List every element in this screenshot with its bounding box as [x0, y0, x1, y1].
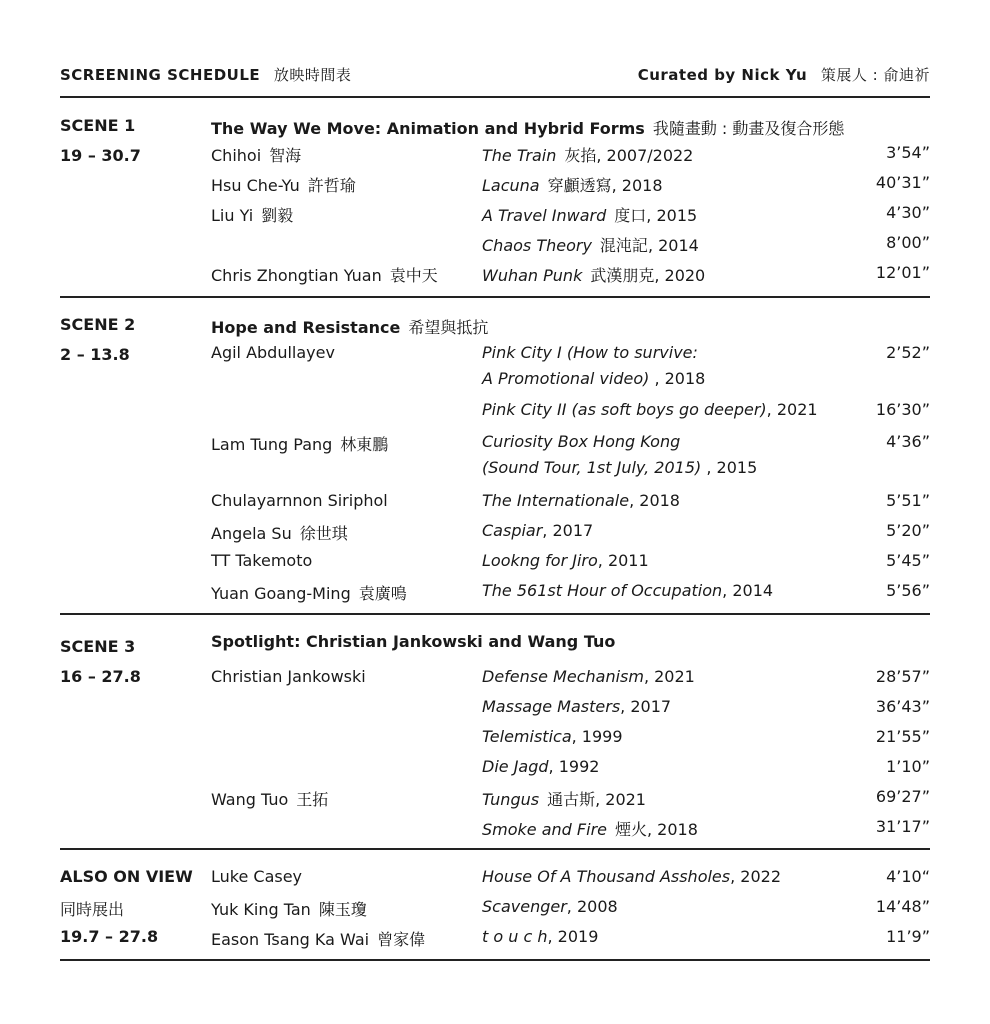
scene-1-title [211, 116, 844, 139]
artist: Hsu Che-Yu 許哲瑜 [211, 176, 356, 195]
artist: Chris Zhongtian Yuan 袁中天 [211, 266, 438, 285]
artist: Luke Casey [211, 867, 303, 886]
work-title: Defense Mechanism, 2021 [482, 667, 695, 686]
work-title: Die Jagd, 1992 [482, 757, 600, 776]
divider [60, 296, 930, 298]
scene-2-label: SCENE 2 [60, 315, 136, 334]
divider [60, 96, 930, 98]
scene-3-title [211, 632, 615, 651]
duration: 4’36” [886, 432, 930, 451]
scene-2-title-en: Hope and Resistance [211, 318, 401, 337]
curator-credit-en: Curated by Nick Yu [637, 66, 808, 84]
artist: Wang Tuo 王拓 [211, 790, 329, 809]
divider [60, 613, 930, 615]
also-on-view-label: ALSO ON VIEW [60, 867, 193, 886]
artist: TT Takemoto [211, 551, 313, 570]
work-title: Pink City II (as soft boys go deeper), 2021 [482, 400, 818, 419]
schedule-title-cjk: 放映時間表 [273, 66, 352, 84]
duration: 8’00” [886, 233, 930, 252]
scene-2-dates: 2 – 13.8 [60, 345, 130, 364]
also-on-view-dates: 19.7 – 27.8 [60, 927, 159, 946]
artist: Christian Jankowski [211, 667, 366, 686]
scene-1-title-en: The Way We Move: Animation and Hybrid Forms [211, 119, 645, 138]
duration: 12’01” [875, 263, 930, 282]
schedule-title [60, 64, 351, 85]
scene-3-label: SCENE 3 [60, 637, 136, 656]
work-title: Lacuna 穿顱透寫, 2018 [482, 176, 663, 195]
artist: Yuan Goang-Ming 袁廣鳴 [211, 584, 407, 603]
divider [60, 848, 930, 850]
scene-1-title-cjk: 我隨畫動 : 動畫及復合形態 [652, 119, 845, 138]
scene-3-dates: 16 – 27.8 [60, 667, 141, 686]
artist: Chulayarnnon Siriphol [211, 491, 388, 510]
curator-credit [638, 64, 930, 85]
work-title: Massage Masters, 2017 [482, 697, 672, 716]
duration: 31’17” [875, 817, 930, 836]
duration: 4’30” [886, 203, 930, 222]
duration: 5’51” [886, 491, 930, 510]
scene-2-title [211, 315, 488, 338]
duration: 40’31” [875, 173, 930, 192]
work-title: Scavenger, 2008 [482, 897, 618, 916]
work-title: The 561st Hour of Occupation, 2014 [482, 581, 774, 600]
divider [60, 959, 930, 961]
duration: 14’48” [875, 897, 930, 916]
scene-3-title-en: Spotlight: Christian Jankowski and Wang Tuo [211, 632, 616, 651]
schedule-title-en: SCREENING SCHEDULE [60, 66, 261, 84]
work-title: A Travel Inward 度口, 2015 [482, 206, 698, 225]
artist: Liu Yi 劉毅 [211, 206, 294, 225]
duration: 5’20” [886, 521, 930, 540]
work-title: Smoke and Fire 煙火, 2018 [482, 820, 698, 839]
artist: Chihoi 智海 [211, 146, 302, 165]
duration: 28’57” [875, 667, 930, 686]
artist: Eason Tsang Ka Wai 曾家偉 [211, 930, 426, 949]
also-on-view-label-cjk: 同時展出 [60, 900, 125, 919]
duration: 11’9” [886, 927, 930, 946]
duration: 5’56” [886, 581, 930, 600]
artist: Lam Tung Pang 林東鵬 [211, 435, 389, 454]
duration: 16’30” [875, 400, 930, 419]
duration: 3’54” [886, 143, 930, 162]
work-title: t o u c h, 2019 [482, 927, 599, 946]
scene-1-label: SCENE 1 [60, 116, 136, 135]
duration: 1’10” [886, 757, 930, 776]
work-title: The Train 灰掐, 2007/2022 [482, 146, 694, 165]
duration: 69’27” [875, 787, 930, 806]
work-title: Curiosity Box Hong Kong [482, 432, 681, 451]
artist: Yuk King Tan 陳玉瓊 [211, 900, 367, 919]
scene-1-dates: 19 – 30.7 [60, 146, 141, 165]
work-title: Tungus 通古斯, 2021 [482, 790, 646, 809]
duration: 36’43” [875, 697, 930, 716]
duration: 5’45” [886, 551, 930, 570]
duration: 2’52” [886, 343, 930, 362]
work-title: Wuhan Punk 武漢朋克, 2020 [482, 266, 706, 285]
duration: 21’55” [875, 727, 930, 746]
work-title-cont: (Sound Tour, 1st July, 2015) , 2015 [482, 458, 758, 477]
work-title: Pink City I (How to survive: [482, 343, 698, 362]
work-title: Lookng for Jiro, 2011 [482, 551, 649, 570]
work-title: Chaos Theory 混沌記, 2014 [482, 236, 699, 255]
artist: Agil Abdullayev [211, 343, 335, 362]
artist: Angela Su 徐世琪 [211, 524, 348, 543]
scene-2-title-cjk: 希望與抵抗 [408, 318, 489, 337]
work-title: Caspiar, 2017 [482, 521, 594, 540]
work-title: House Of A Thousand Assholes, 2022 [482, 867, 781, 886]
work-title: Telemistica, 1999 [482, 727, 623, 746]
curator-credit-cjk: 策展人 : 俞迪祈 [820, 66, 930, 84]
duration: 4’10“ [886, 867, 930, 886]
work-title: The Internationale, 2018 [482, 491, 680, 510]
work-title-cont: A Promotional video) , 2018 [482, 369, 706, 388]
